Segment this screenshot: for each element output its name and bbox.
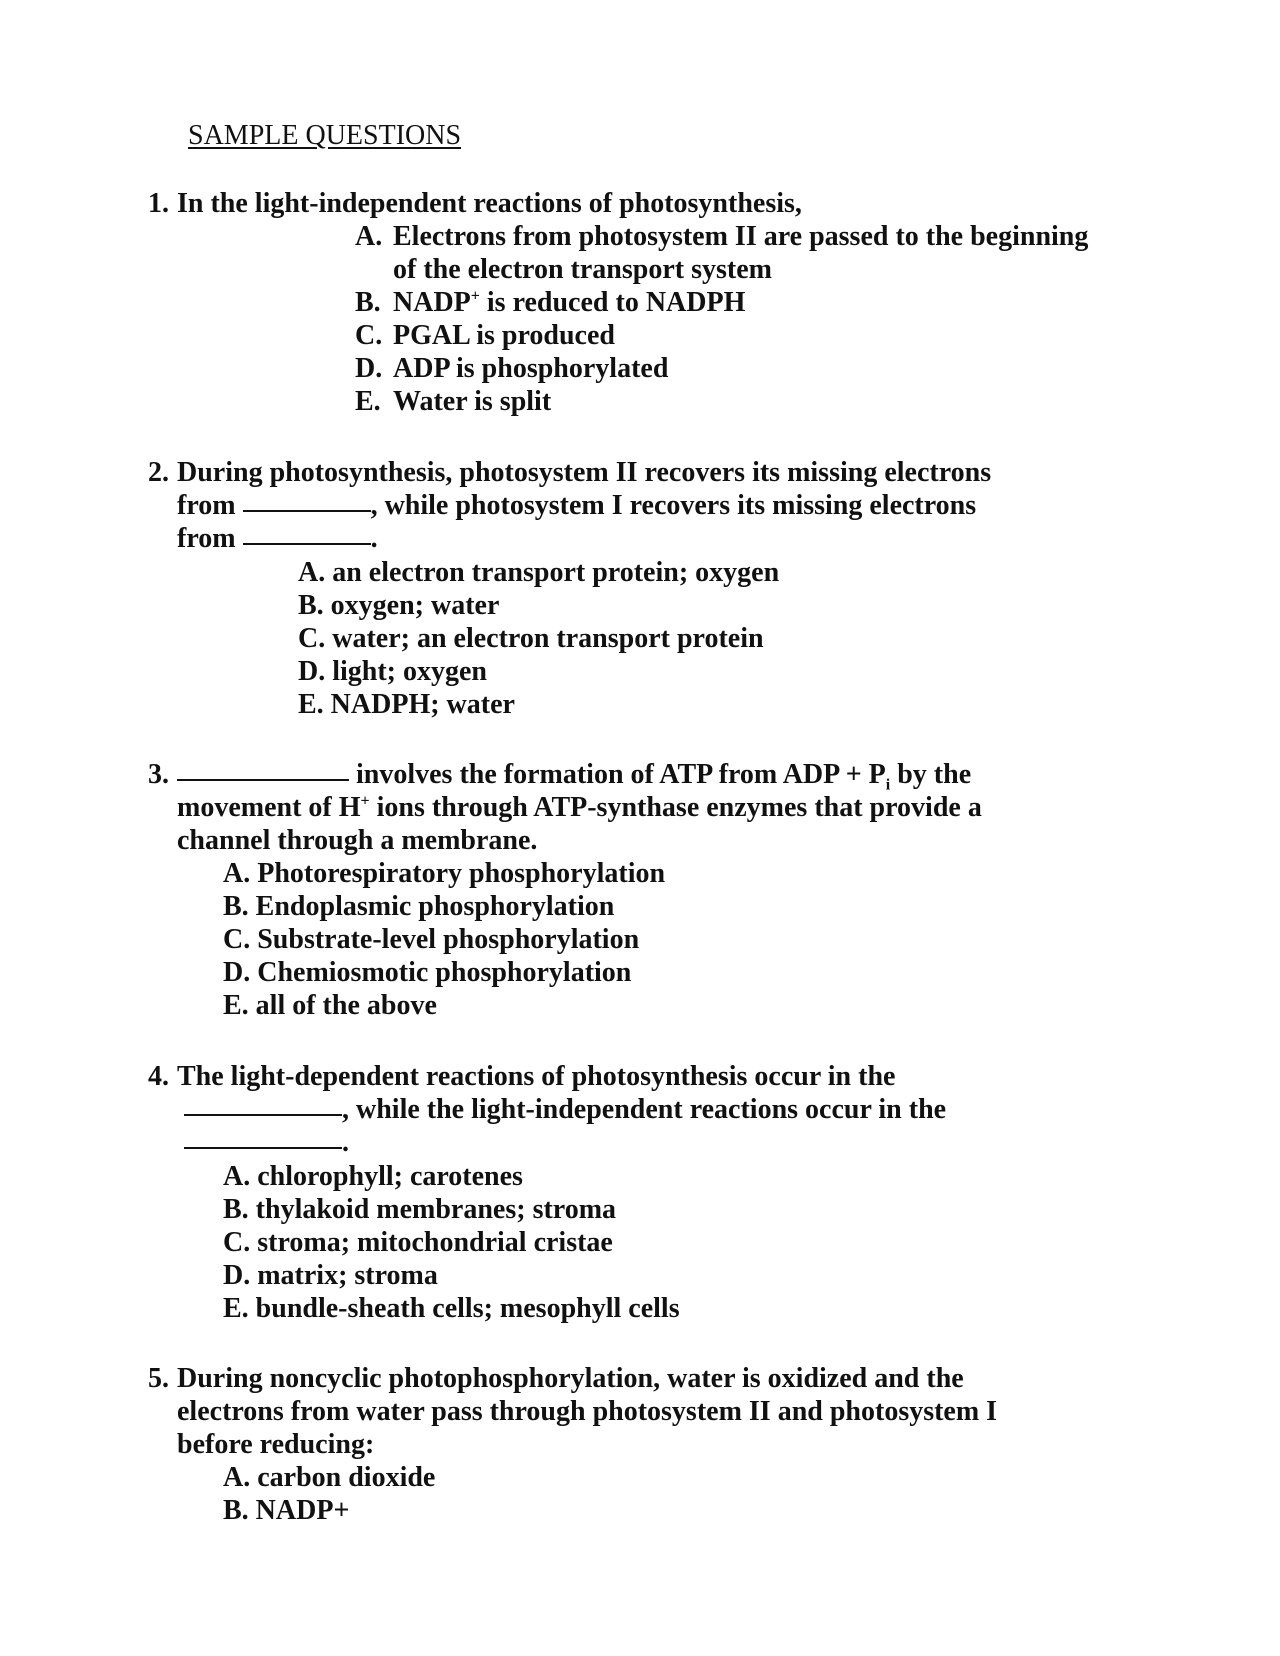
question-3-option-a: A. Photorespiratory phosphorylation: [223, 858, 666, 889]
question-4-option-e: E. bundle-sheath cells; mesophyll cells: [223, 1293, 680, 1324]
question-text: In the light-independent reactions of photosynthesis,: [177, 188, 802, 219]
question-4-option-d: D. matrix; stroma: [223, 1260, 438, 1291]
question-number: 2.: [148, 457, 169, 488]
question-3-stem-line-3: channel through a membrane.: [177, 825, 538, 856]
question-text: The light-dependent reactions of photosynthesis occur in the: [177, 1061, 896, 1092]
question-1-option-c: C. PGAL is produced: [355, 320, 615, 351]
question-3-option-c: C. Substrate-level phosphorylation: [223, 924, 640, 955]
question-1-stem: [148, 187, 802, 220]
question-3-option-e: E. all of the above: [223, 990, 437, 1021]
question-number: 1.: [148, 188, 169, 219]
question-text: During noncyclic photophosphorylation, water is oxidized and the: [177, 1363, 964, 1394]
question-3-stem: 3. involves the formation of ATP from ADP + $P_i$ by the: [148, 759, 972, 794]
question-3-stem-line-2: movement of H+ ions through ATP-synthase enzymes that provide a: [177, 792, 982, 823]
question-2-stem-line-2: from , while photosystem I recovers its missing electrons: [177, 490, 977, 521]
question-text: During photosynthesis, photosystem II recovers its missing electrons: [177, 457, 992, 488]
question-5-stem-line-3: before reducing:: [177, 1429, 375, 1460]
question-2-stem: [148, 456, 991, 489]
question-5-option-b: B. NADP+: [223, 1495, 350, 1526]
question-2-stem-line-3: from .: [177, 523, 378, 554]
question-5-stem-line-2: electrons from water pass through photosystem II and photosystem I: [177, 1396, 998, 1427]
question-4-option-c: C. stroma; mitochondrial cristae: [223, 1227, 613, 1258]
question-2-option-b: B. oxygen; water: [298, 590, 500, 621]
question-3-option-b: B. Endoplasmic phosphorylation: [223, 891, 615, 922]
answer-blank: [184, 1113, 342, 1116]
question-2-option-a: A. an electron transport protein; oxygen: [298, 557, 780, 588]
page-title: SAMPLE QUESTIONS: [188, 120, 462, 151]
question-1-option-e: E. Water is split: [355, 386, 552, 417]
question-2-option-e: E. NADPH; water: [298, 689, 515, 720]
question-1-option-a: A. Electrons from photosystem II are passed to the beginning: [355, 221, 1089, 252]
question-4-option-b: B. thylakoid membranes; stroma: [223, 1194, 617, 1225]
question-5-stem: [148, 1362, 964, 1395]
answer-blank: [184, 1146, 342, 1149]
question-2-option-d: D. light; oxygen: [298, 656, 487, 687]
question-1-option-d: D. ADP is phosphorylated: [355, 353, 669, 384]
answer-blank: [177, 778, 349, 781]
question-number: 3.: [148, 759, 169, 790]
question-number: 4.: [148, 1061, 169, 1092]
question-4-stem-line-2: , while the light-independent reactions occur in the: [184, 1093, 946, 1126]
question-2-option-c: C. water; an electron transport protein: [298, 623, 764, 654]
question-3-option-d: D. Chemiosmotic phosphorylation: [223, 957, 632, 988]
question-4-stem-line-3: .: [184, 1126, 349, 1159]
question-5-option-a: A. carbon dioxide: [223, 1462, 436, 1493]
question-1-option-b: B. NADP+ is reduced to NADPH: [355, 287, 746, 318]
answer-blank: [243, 542, 371, 545]
answer-blank: [243, 509, 371, 512]
question-4-option-a: A. chlorophyll; carotenes: [223, 1161, 523, 1192]
question-number: 5.: [148, 1363, 169, 1394]
question-4-stem: [148, 1060, 895, 1093]
question-1-option-a-cont: of the electron transport system: [393, 254, 772, 285]
